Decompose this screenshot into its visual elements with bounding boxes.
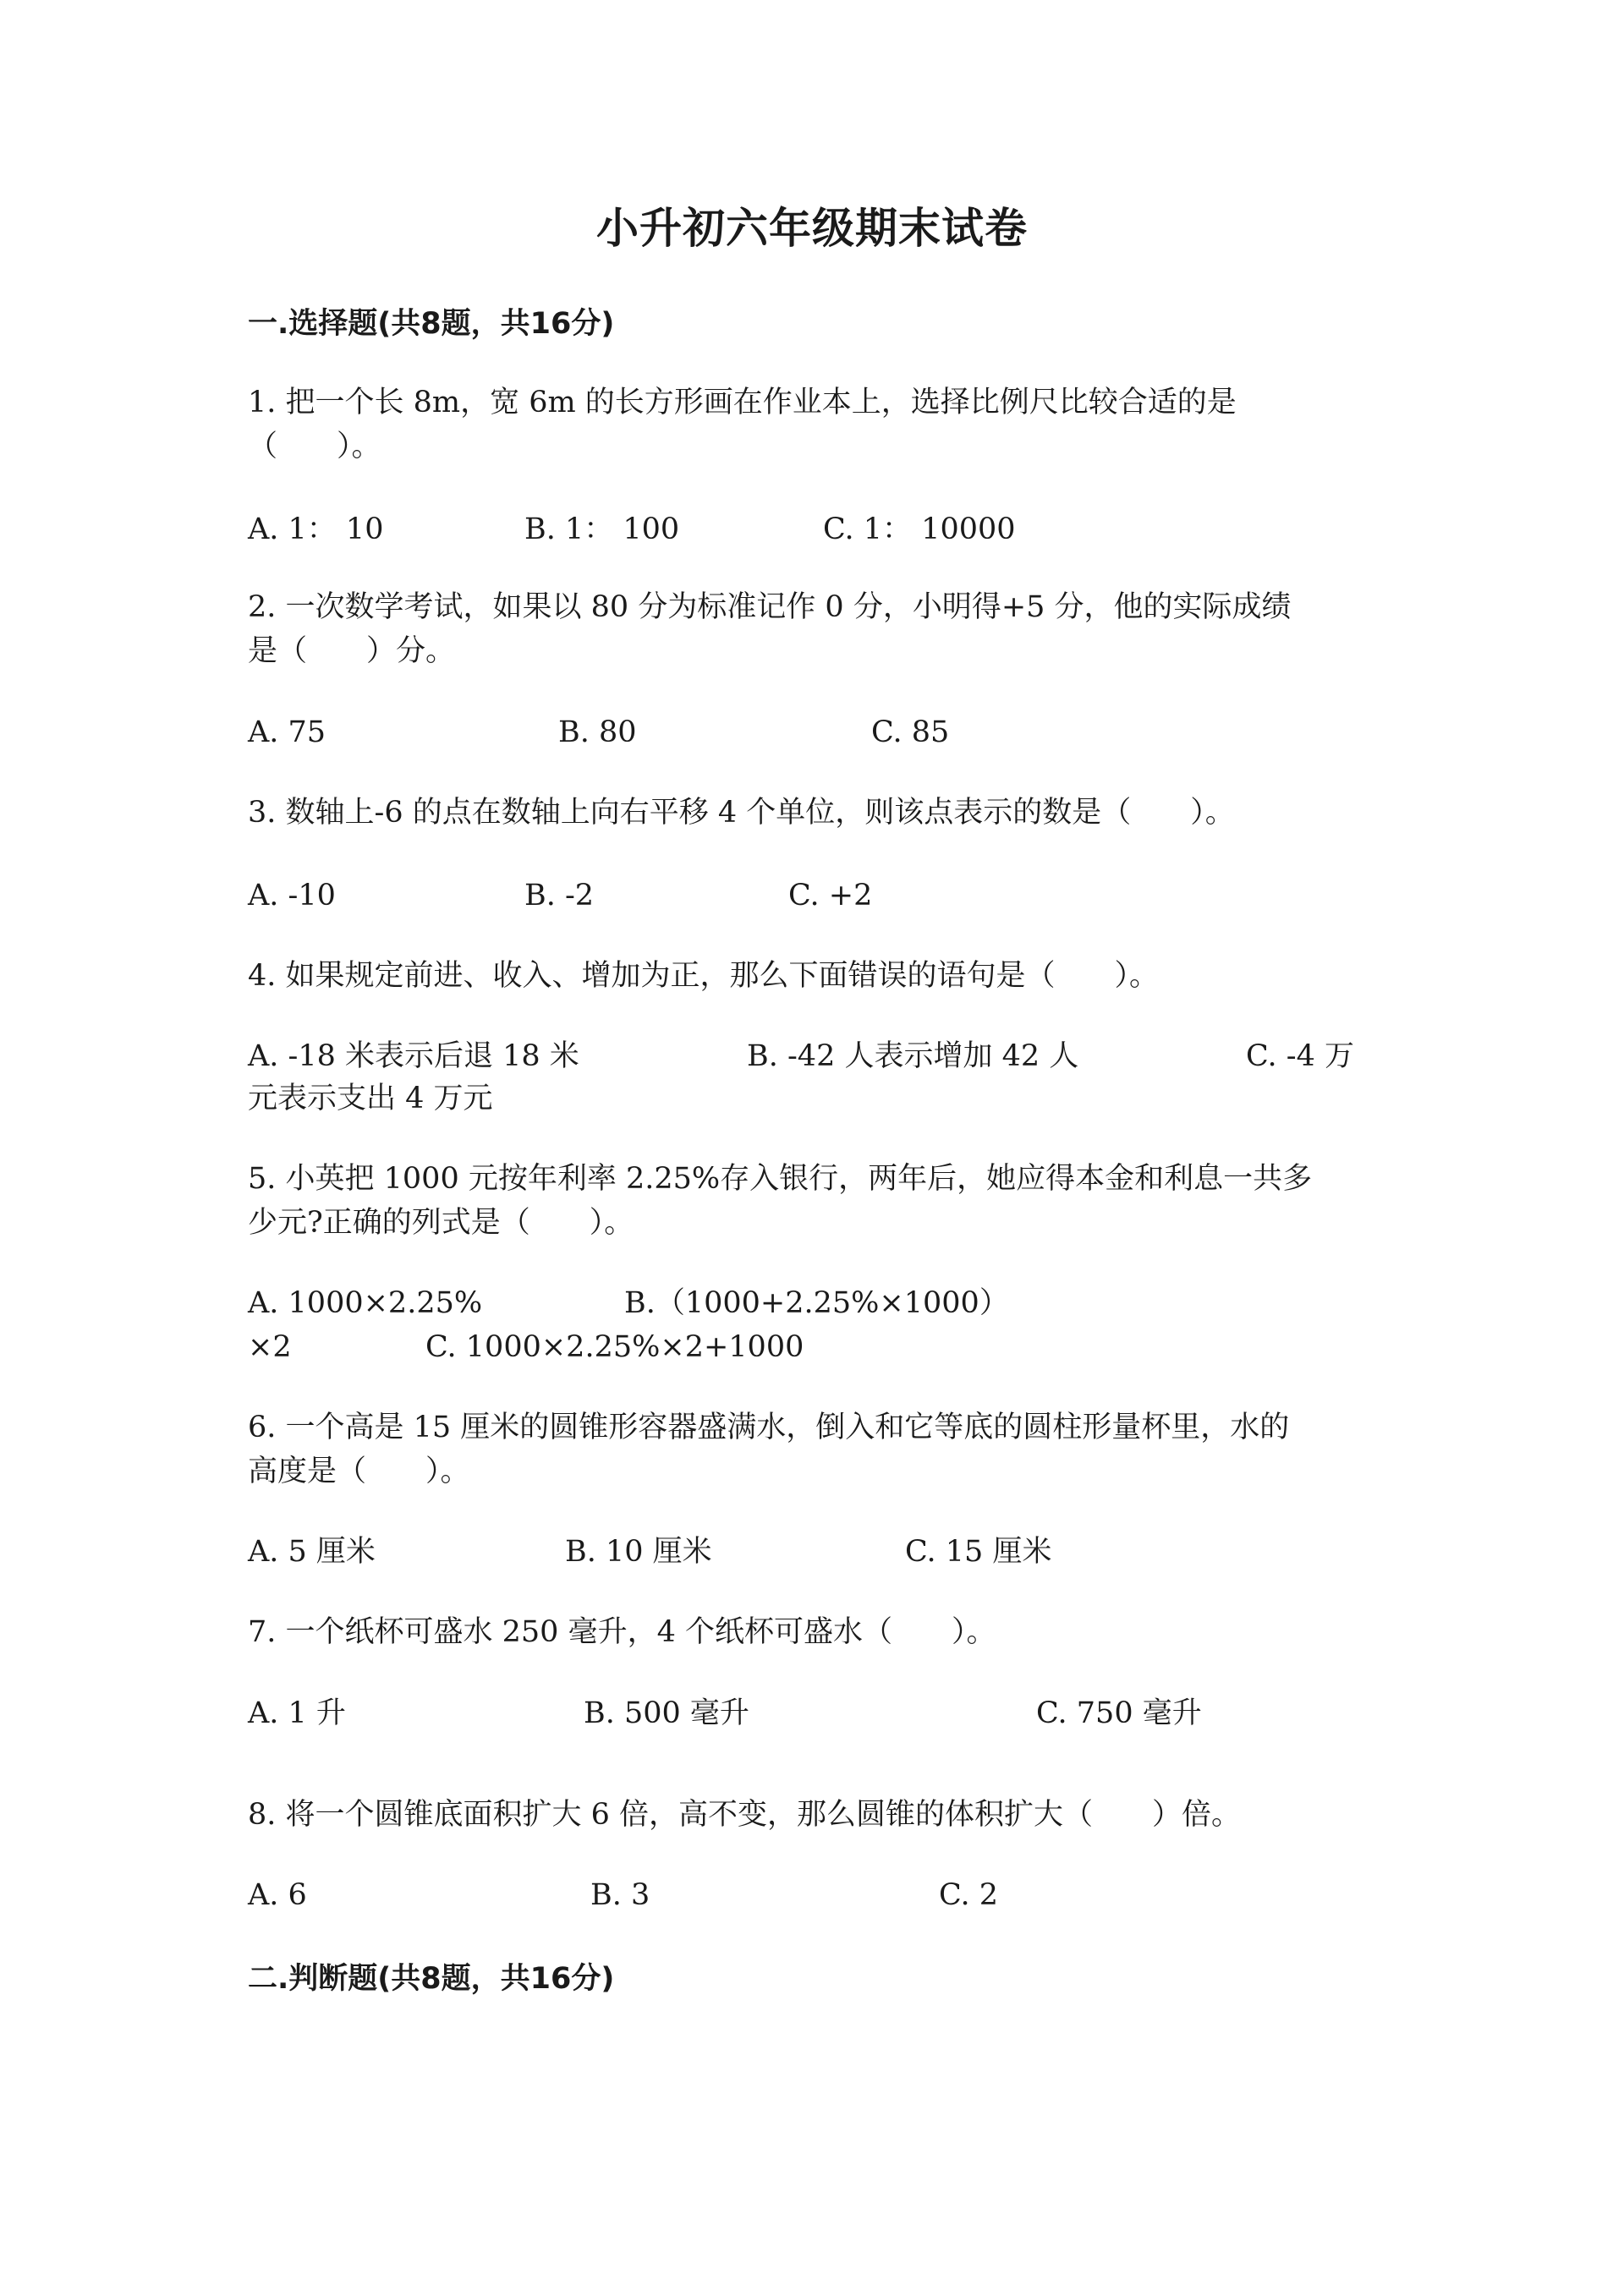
question-1: [248, 381, 1398, 469]
question-2: [248, 585, 1398, 673]
option-b-continued: ×2: [248, 1330, 292, 1364]
option-c: C. 750 毫升: [1036, 1696, 1202, 1730]
option-a: A. -10: [248, 879, 336, 912]
question-5: [248, 1157, 1398, 1245]
option-c: C. +2: [788, 879, 873, 912]
question-text: 2. 一次数学考试，如果以 80 分为标准记作 0 分，小明得+5 分，他的实际成绩: [248, 590, 1292, 624]
option-a: A. 1 升: [248, 1696, 346, 1730]
question-8: [248, 1793, 1398, 1837]
page-title: 小升初六年级期末试卷: [596, 204, 1028, 253]
option-b: B. 1： 100: [524, 512, 680, 546]
option-a: A. 1000×2.25%: [248, 1286, 483, 1320]
option-c: C. -4 万: [1246, 1039, 1355, 1073]
option-b: B. 80: [558, 715, 637, 749]
section-heading-choice: 一.选择题(共8题，共16分): [248, 307, 615, 341]
question-text: 7. 一个纸杯可盛水 250 毫升，4 个纸杯可盛水（ ）。: [248, 1615, 996, 1649]
question-text: 4. 如果规定前进、收入、增加为正，那么下面错误的语句是（ ）。: [248, 959, 1160, 993]
question-4: [248, 954, 1398, 998]
option-c: C. 1000×2.25%×2+1000: [425, 1330, 804, 1364]
option-c: C. 1： 10000: [823, 512, 1016, 546]
question-text: 6. 一个高是 15 厘米的圆锥形容器盛满水，倒入和它等底的圆柱形量杯里，水的: [248, 1411, 1290, 1444]
question-text: 1. 把一个长 8m，宽 6m 的长方形画在作业本上，选择比例尺比较合适的是: [248, 386, 1237, 419]
question-text: 5. 小英把 1000 元按年利率 2.25%存入银行，两年后，她应得本金和利息一共多: [248, 1162, 1313, 1196]
section-heading-judgment: 二.判断题(共8题，共16分): [248, 1962, 615, 1996]
question-7: [248, 1610, 1398, 1654]
question-text: 3. 数轴上-6 的点在数轴上向右平移 4 个单位，则该点表示的数是（ ）。: [248, 796, 1235, 830]
question-text: （ ）。: [248, 430, 381, 463]
question-text: 高度是（ ）。: [248, 1455, 470, 1488]
option-c: C. 15 厘米: [905, 1535, 1052, 1569]
option-a: A. 1： 10: [248, 512, 384, 546]
option-b: B. 500 毫升: [584, 1696, 749, 1730]
question-6: [248, 1406, 1398, 1493]
question-text: 少元?正确的列式是（ ）。: [248, 1206, 634, 1240]
question-3: [248, 791, 1398, 835]
question-text: 8. 将一个圆锥底面积扩大 6 倍，高不变，那么圆锥的体积扩大（ ）倍。: [248, 1798, 1242, 1832]
option-b: B. 10 厘米: [565, 1535, 712, 1569]
option-c-continued: 元表示支出 4 万元: [248, 1082, 493, 1115]
option-a: A. -18 米表示后退 18 米: [248, 1039, 579, 1073]
option-b: B. 3: [590, 1878, 650, 1912]
option-b: B.（1000+2.25%×1000）: [624, 1286, 1009, 1320]
option-b: B. -42 人表示增加 42 人: [747, 1039, 1079, 1073]
option-b: B. -2: [524, 879, 595, 912]
question-text: 是（ ）分。: [248, 634, 456, 668]
option-c: C. 2: [939, 1878, 999, 1912]
option-a: A. 5 厘米: [248, 1535, 376, 1569]
option-a: A. 6: [248, 1878, 307, 1912]
option-a: A. 75: [248, 715, 326, 749]
option-c: C. 85: [871, 715, 950, 749]
